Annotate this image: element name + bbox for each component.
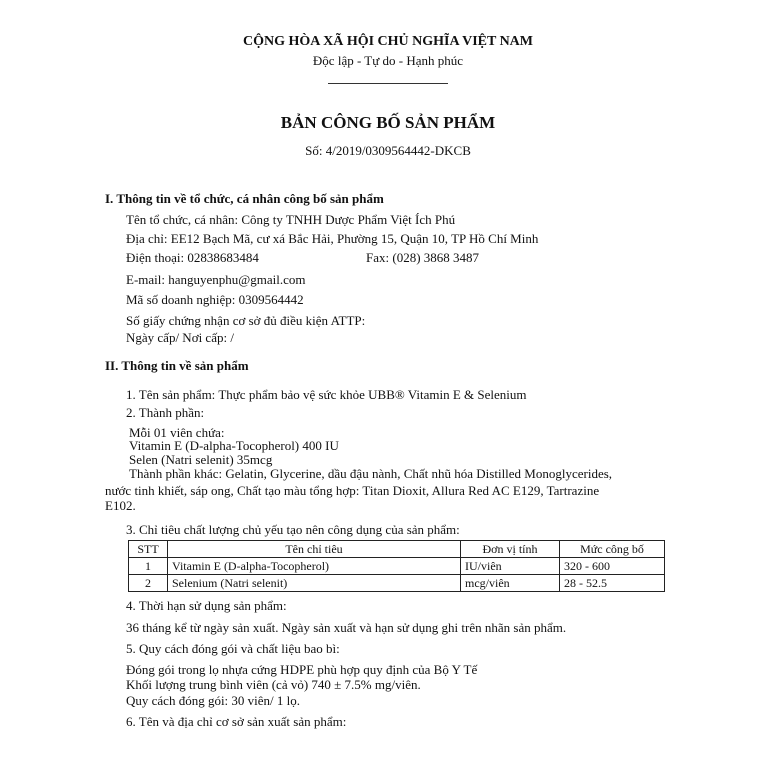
packaging-heading: 5. Quy cách đóng gói và chất liệu bao bì: <box>126 641 340 656</box>
table-cell: 2 <box>129 575 168 592</box>
tax-id: Mã số doanh nghiệp: 0309564442 <box>126 292 304 307</box>
organization-name: Tên tổ chức, cá nhân: Công ty TNHH Dược Phẩm Việt Ích Phú <box>126 212 456 227</box>
document-number: Số: 4/2019/0309564442-DKCB <box>305 143 471 158</box>
column-header: STT <box>129 541 168 558</box>
packaging-line: Khối lượng trung bình viên (cả vỏ) 740 ± 7.5% mg/viên. <box>126 677 421 692</box>
table-cell: Selenium (Natri selenit) <box>168 575 461 592</box>
document-title: BẢN CÔNG BỐ SẢN PHẨM <box>280 113 496 132</box>
national-motto: Độc lập - Tự do - Hạnh phúc <box>312 53 464 68</box>
ingredient-line: Mỗi 01 viên chứa: <box>129 425 225 440</box>
ingredient-line: nước tinh khiết, sáp ong, Chất tạo màu tổng hợp: Titan Dioxit, Allura Red AC E129, Tartrazine <box>105 483 600 498</box>
packaging-line: Đóng gói trong lọ nhựa cứng HDPE phù hợp quy định của Bộ Y Tế <box>126 662 478 677</box>
table-cell: 320 - 600 <box>560 558 665 575</box>
certificate-issue: Ngày cấp/ Nơi cấp: / <box>126 330 234 345</box>
table-row <box>129 575 665 592</box>
ingredient-line: Selen (Natri selenit) 35mcg <box>129 452 273 467</box>
ingredients-heading: 2. Thành phần: <box>126 405 205 420</box>
ingredient-line: Thành phần khác: Gelatin, Glycerine, dầu đậu nành, Chất nhũ hóa Distilled Monoglycerides, <box>129 466 613 481</box>
table-row <box>129 558 665 575</box>
shelf-life-text: 36 tháng kể từ ngày sản xuất. Ngày sản xuất và hạn sử dụng ghi trên nhãn sản phẩm. <box>126 620 567 635</box>
table-cell: IU/viên <box>461 558 560 575</box>
header-divider <box>328 83 448 84</box>
table-cell: 1 <box>129 558 168 575</box>
phone-number: Điện thoại: 02838683484 <box>126 250 259 265</box>
email-address: E-mail: hanguyenphu@gmail.com <box>126 272 306 287</box>
packaging-line: Quy cách đóng gói: 30 viên/ 1 lọ. <box>126 693 301 708</box>
section-2-heading: II. Thông tin về sản phẩm <box>105 358 249 373</box>
column-header: Đơn vị tính <box>461 541 560 558</box>
table-cell: 28 - 52.5 <box>560 575 665 592</box>
food-safety-certificate: Số giấy chứng nhận cơ sở đủ điều kiện ATTP: <box>126 313 366 328</box>
shelf-life-heading: 4. Thời hạn sử dụng sản phẩm: <box>126 598 287 613</box>
table-cell: mcg/viên <box>461 575 560 592</box>
quality-heading: 3. Chỉ tiêu chất lượng chủ yếu tạo nên công dụng của sản phẩm: <box>126 522 460 537</box>
column-header: Mức công bố <box>560 541 665 558</box>
section-1-heading: I. Thông tin về tổ chức, cá nhân công bố sản phẩm <box>105 191 384 206</box>
organization-address: Địa chỉ: EE12 Bạch Mã, cư xá Bắc Hải, Phường 15, Quận 10, TP Hồ Chí Minh <box>126 231 539 246</box>
country-header: CỘNG HÒA XÃ HỘI CHỦ NGHĨA VIỆT NAM <box>242 34 533 49</box>
table-cell: Vitamin E (D-alpha-Tocopherol) <box>168 558 461 575</box>
ingredient-line: E102. <box>105 498 136 513</box>
fax-number: Fax: (028) 3868 3487 <box>366 250 480 265</box>
table-header-row <box>129 541 665 558</box>
manufacturer-heading: 6. Tên và địa chỉ cơ sở sản xuất sản phẩm: <box>126 714 347 729</box>
column-header: Tên chỉ tiêu <box>168 541 461 558</box>
quality-table <box>128 540 665 592</box>
ingredient-line: Vitamin E (D-alpha-Tocopherol) 400 IU <box>129 438 339 453</box>
product-name: 1. Tên sản phẩm: Thực phẩm bảo vệ sức khỏe UBB® Vitamin E & Selenium <box>126 387 527 402</box>
